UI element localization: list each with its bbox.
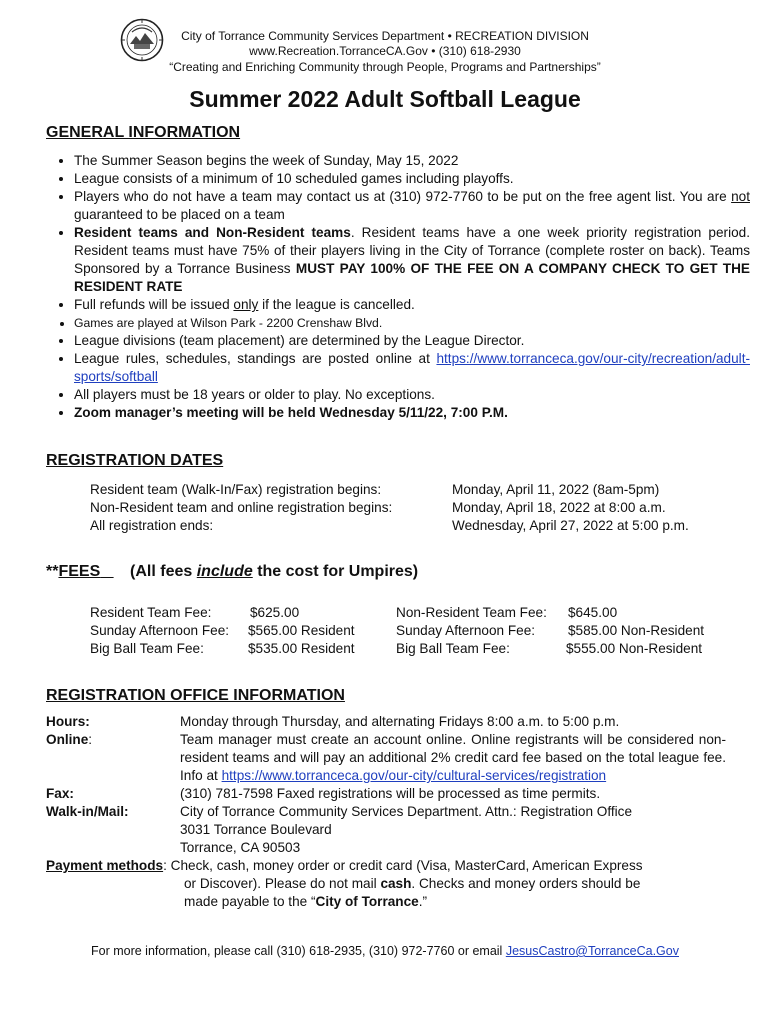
office-row (46, 803, 726, 857)
registration-values (452, 481, 689, 535)
bullet-emphasis: only (233, 297, 259, 312)
resident-fees (90, 604, 355, 658)
bullet-bold: Zoom manager’s meeting will be held Wednesday 5/11/22, 7:00 P.M. (74, 405, 508, 420)
office-row: Online: Team manager must create an account online. Online registrants will be considered non-resident teams and will pay an additional 2% credit card fee based on the total league fee. Info at https://www.torranceca.gov/our-city/cultural-services/registration (46, 732, 726, 783)
list-item (74, 332, 750, 350)
fees-heading (46, 563, 418, 581)
list-item (74, 152, 750, 170)
fee-label: Resident Team Fee: (90, 605, 212, 620)
hours-value: Monday through Thursday, and alternating Fridays 8:00 a.m. to 5:00 p.m. (180, 714, 620, 729)
list-item (74, 224, 750, 296)
fee-value: $565.00 Resident (248, 623, 355, 638)
online-value: Team manager must create an account online. Online registrants will be considered non-resident teams and will pay an additional 2% credit card fee based on the total league fee. Info at (180, 732, 726, 783)
payment-text: or Discover). Please do not mail (184, 876, 381, 891)
reg-label: Non-Resident team and online registration begins: (90, 500, 393, 515)
page-title: Summer 2022 Adult Softball League (189, 86, 581, 112)
fee-row (396, 622, 704, 640)
fee-label: Sunday Afternoon Fee: (396, 623, 536, 638)
payment-text: made payable to the “ (184, 894, 316, 909)
list-item (74, 170, 750, 188)
fee-value: $645.00 (568, 605, 618, 620)
bullet-text: League divisions (team placement) are determined by the League Director. (74, 333, 525, 348)
reg-value: Monday, April 11, 2022 (8am-5pm) (452, 482, 660, 497)
list-item (74, 296, 750, 314)
list-item (74, 404, 750, 422)
bullet-text: Full refunds will be issued (74, 297, 234, 312)
general-info-list (52, 152, 750, 422)
fee-row (396, 640, 704, 658)
bullet-text: League rules, schedules, standings are posted online at (74, 351, 437, 366)
fee-value: $625.00 (250, 605, 300, 620)
office-info (46, 713, 726, 911)
footer-text: For more information, please call (310) 618-2935, (310) 972-7760 or email (91, 944, 506, 958)
bullet-text: . Resident teams have a one week priority registration period. Resident teams must have 75% of their players living in the City of Torrance (complete roster on back). Teams Sponsored by a Torrance Business (74, 225, 750, 276)
nonresident-fees (396, 604, 704, 658)
payment-text: Check, cash, money order or credit card (Visa, MasterCard, American Express (166, 858, 643, 873)
fee-row (90, 640, 355, 658)
bullet-text: guaranteed to be placed on a team (74, 207, 285, 222)
bullet-text: The Summer Season begins the week of Sunday, May 15, 2022 (74, 153, 459, 168)
fee-row (90, 604, 355, 622)
contact-email-link[interactable]: JesusCastro@TorranceCa.Gov (505, 944, 679, 958)
fax-label: Fax: (46, 786, 74, 801)
office-row (46, 785, 726, 803)
footer (0, 944, 770, 958)
header-tagline: “Creating and Enriching Community through People, Programs and Partnerships” (169, 60, 601, 74)
softball-rules-link[interactable]: https://www.torranceca.gov/our-city/recreation/adult-sports/softball (74, 351, 750, 384)
payment-text: .” (418, 894, 428, 909)
fee-label: Non-Resident Team Fee: (396, 605, 547, 620)
fee-row (90, 622, 355, 640)
payment-bold: cash (380, 876, 412, 891)
list-item (74, 350, 750, 386)
reg-label: All registration ends: (90, 518, 214, 533)
general-info-heading: GENERAL INFORMATION (46, 124, 241, 141)
office-row (46, 713, 726, 731)
payment-text: . Checks and money orders should be (411, 876, 641, 891)
hours-label: Hours: (46, 714, 90, 729)
bullet-text: League consists of a minimum of 10 scheduled games including playoffs. (74, 171, 514, 186)
list-item (74, 386, 750, 404)
fee-label: Sunday Afternoon Fee: (90, 623, 230, 638)
bullet-text: All players must be 18 years or older to play. No exceptions. (74, 387, 435, 402)
registration-labels (90, 481, 392, 535)
fee-label: Big Ball Team Fee: (90, 641, 204, 656)
fees-title: FEES (58, 563, 101, 580)
fee-row (396, 604, 704, 622)
online-label: Online (46, 732, 89, 747)
bullet-text: Players who do not have a team may contact us at (310) 972-7760 to be put on the free agent list. You are (74, 189, 732, 204)
fees-note: the cost for Umpires) (252, 563, 419, 580)
fee-value: $555.00 Non-Resident (566, 641, 703, 656)
fees-note: (All fees (130, 563, 197, 580)
fee-value: $585.00 Non-Resident (568, 623, 705, 638)
payment-label: Payment methods (46, 858, 164, 873)
bullet-bold: MUST PAY 100% OF THE FEE ON A COMPANY CHECK TO GET THE RESIDENT RATE (74, 261, 750, 294)
walkin-label: Walk-in/Mail: (46, 804, 129, 819)
address-line: Torrance, CA 90503 (180, 840, 301, 855)
bullet-text: Games are played at Wilson Park - 2200 Crenshaw Blvd. (74, 316, 383, 330)
payment-bold: City of Torrance (315, 894, 419, 909)
office-info-heading: REGISTRATION OFFICE INFORMATION (46, 687, 345, 704)
bullet-emphasis: not (731, 189, 750, 204)
fax-value: (310) 781-7598 Faxed registrations will be processed as time permits. (180, 786, 601, 801)
bullet-text: if the league is cancelled. (258, 297, 415, 312)
address-line: City of Torrance Community Services Department. Attn.: Registration Office (180, 804, 633, 819)
reg-value: Wednesday, April 27, 2022 at 5:00 p.m. (452, 518, 689, 533)
registration-link[interactable]: https://www.torranceca.gov/our-city/cultural-services/registration (221, 768, 607, 783)
payment-methods: Payment methods: Check, cash, money order or credit card (Visa, MasterCard, American Express (46, 858, 643, 873)
header-line-1: City of Torrance Community Services Department • RECREATION DIVISION (181, 29, 589, 43)
fee-value: $535.00 Resident (248, 641, 355, 656)
fees-prefix: ** (46, 563, 59, 580)
list-item (74, 314, 750, 332)
registration-dates-heading: REGISTRATION DATES (46, 452, 224, 469)
header-line-2: www.Recreation.TorranceCA.Gov • (310) 618-2930 (249, 44, 521, 58)
reg-value: Monday, April 18, 2022 at 8:00 a.m. (452, 500, 666, 515)
fee-label: Big Ball Team Fee: (396, 641, 510, 656)
reg-label: Resident team (Walk-In/Fax) registration begins: (90, 482, 382, 497)
bullet-bold: Resident teams and Non-Resident teams (74, 225, 351, 240)
address-line: 3031 Torrance Boulevard (180, 822, 332, 837)
list-item (74, 188, 750, 224)
fees-note-emphasis: include (196, 563, 253, 580)
